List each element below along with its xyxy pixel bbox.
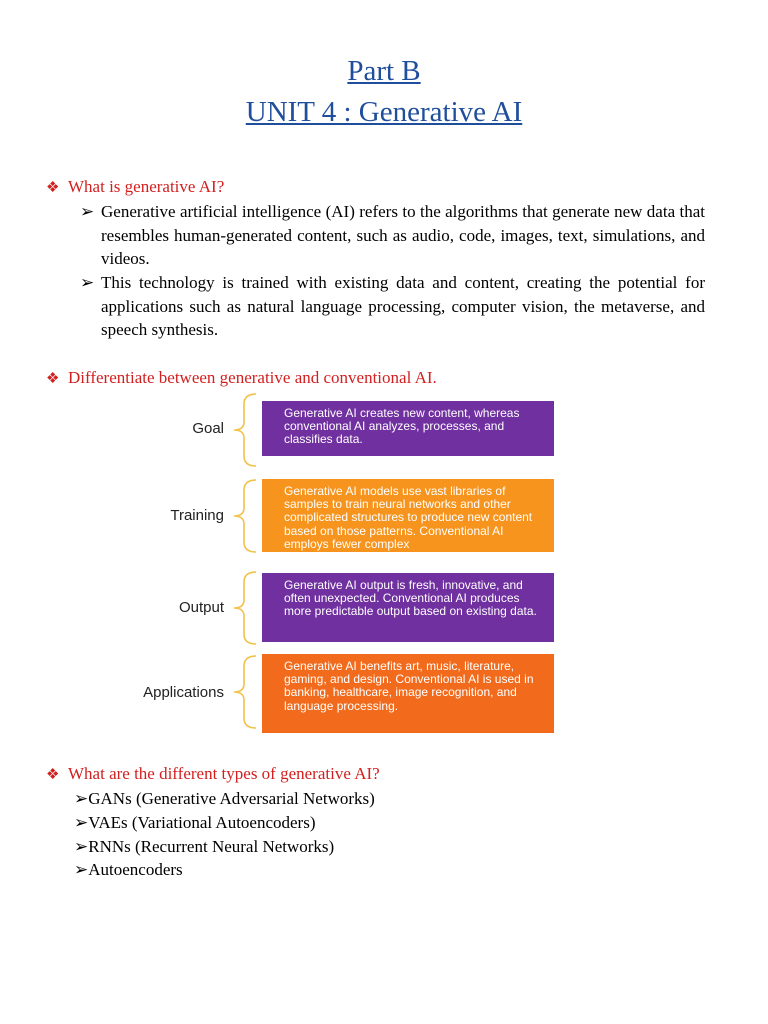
question-types xyxy=(46,763,380,786)
arrow-bullet-icon: ➢ xyxy=(74,860,89,880)
diamond-bullet-icon: ❖ xyxy=(46,180,60,196)
list-item-text: Autoencoders xyxy=(88,860,183,880)
list-item xyxy=(74,835,375,859)
diagram-label-applications: Applications xyxy=(143,684,224,701)
arrow-bullet-icon: ➢ xyxy=(74,836,89,856)
diagram-box-output: Generative AI output is fresh, innovative, and often unexpected. Conventional AI produces more predictable output based on existing data. xyxy=(262,573,554,642)
question-what-is-generative-ai xyxy=(46,176,224,199)
types-list xyxy=(74,787,375,882)
curly-brace-icon xyxy=(230,392,260,468)
bullet-text: This technology is trained with existing data and content, creating the potential for applications such as natural language processing, computer vision, the metaverse, and speech synthesis. xyxy=(101,273,705,339)
arrow-bullet-icon: ➢ xyxy=(80,273,95,292)
diagram-box-goal: Generative AI creates new content, whereas conventional AI analyzes, processes, and classifies data. xyxy=(262,401,554,456)
diamond-bullet-icon: ❖ xyxy=(46,767,60,783)
diagram-box-training: Generative AI models use vast libraries of samples to train neural networks and other complicated structures to produce new content based on those patterns. Conventional AI employs fewer complex xyxy=(262,479,554,552)
diagram-box-applications: Generative AI benefits art, music, literature, gaming, and design. Conventional AI is used in banking, healthcare, image recognition, and language processing. xyxy=(262,654,554,733)
comparison-diagram xyxy=(0,390,768,740)
page-title-unit: UNIT 4 : Generative AI xyxy=(245,96,523,128)
list-item-text: GANs (Generative Adversarial Networks) xyxy=(88,789,375,808)
question-differentiate xyxy=(46,367,437,390)
list-item xyxy=(74,811,375,835)
page-title-part: Part B xyxy=(347,55,421,87)
bullet-text: Generative artificial intelligence (AI) refers to the algorithms that generate new data that resembles human-generated content, such as audio, code, images, text, simulations, and videos. xyxy=(101,202,705,268)
arrow-bullet-icon: ➢ xyxy=(74,812,89,832)
diagram-label-goal: Goal xyxy=(192,420,224,437)
list-item-text: RNNs (Recurrent Neural Networks) xyxy=(88,836,335,856)
question-text: What are the different types of generative AI? xyxy=(68,764,380,783)
diagram-label-training: Training xyxy=(170,507,224,524)
question-text: What is generative AI? xyxy=(68,177,225,196)
list-item-text: VAEs (Variational Autoencoders) xyxy=(88,812,316,832)
bullet-training xyxy=(80,271,705,342)
question-text: Differentiate between generative and conventional AI. xyxy=(68,368,437,387)
diamond-bullet-icon: ❖ xyxy=(46,371,60,387)
curly-brace-icon xyxy=(230,654,260,730)
list-item xyxy=(74,787,375,811)
list-item xyxy=(74,858,375,882)
diagram-label-output: Output xyxy=(178,599,224,616)
curly-brace-icon xyxy=(230,478,260,554)
arrow-bullet-icon: ➢ xyxy=(80,202,95,221)
bullet-definition xyxy=(80,200,705,271)
curly-brace-icon xyxy=(230,570,260,646)
arrow-bullet-icon: ➢ xyxy=(74,789,89,808)
